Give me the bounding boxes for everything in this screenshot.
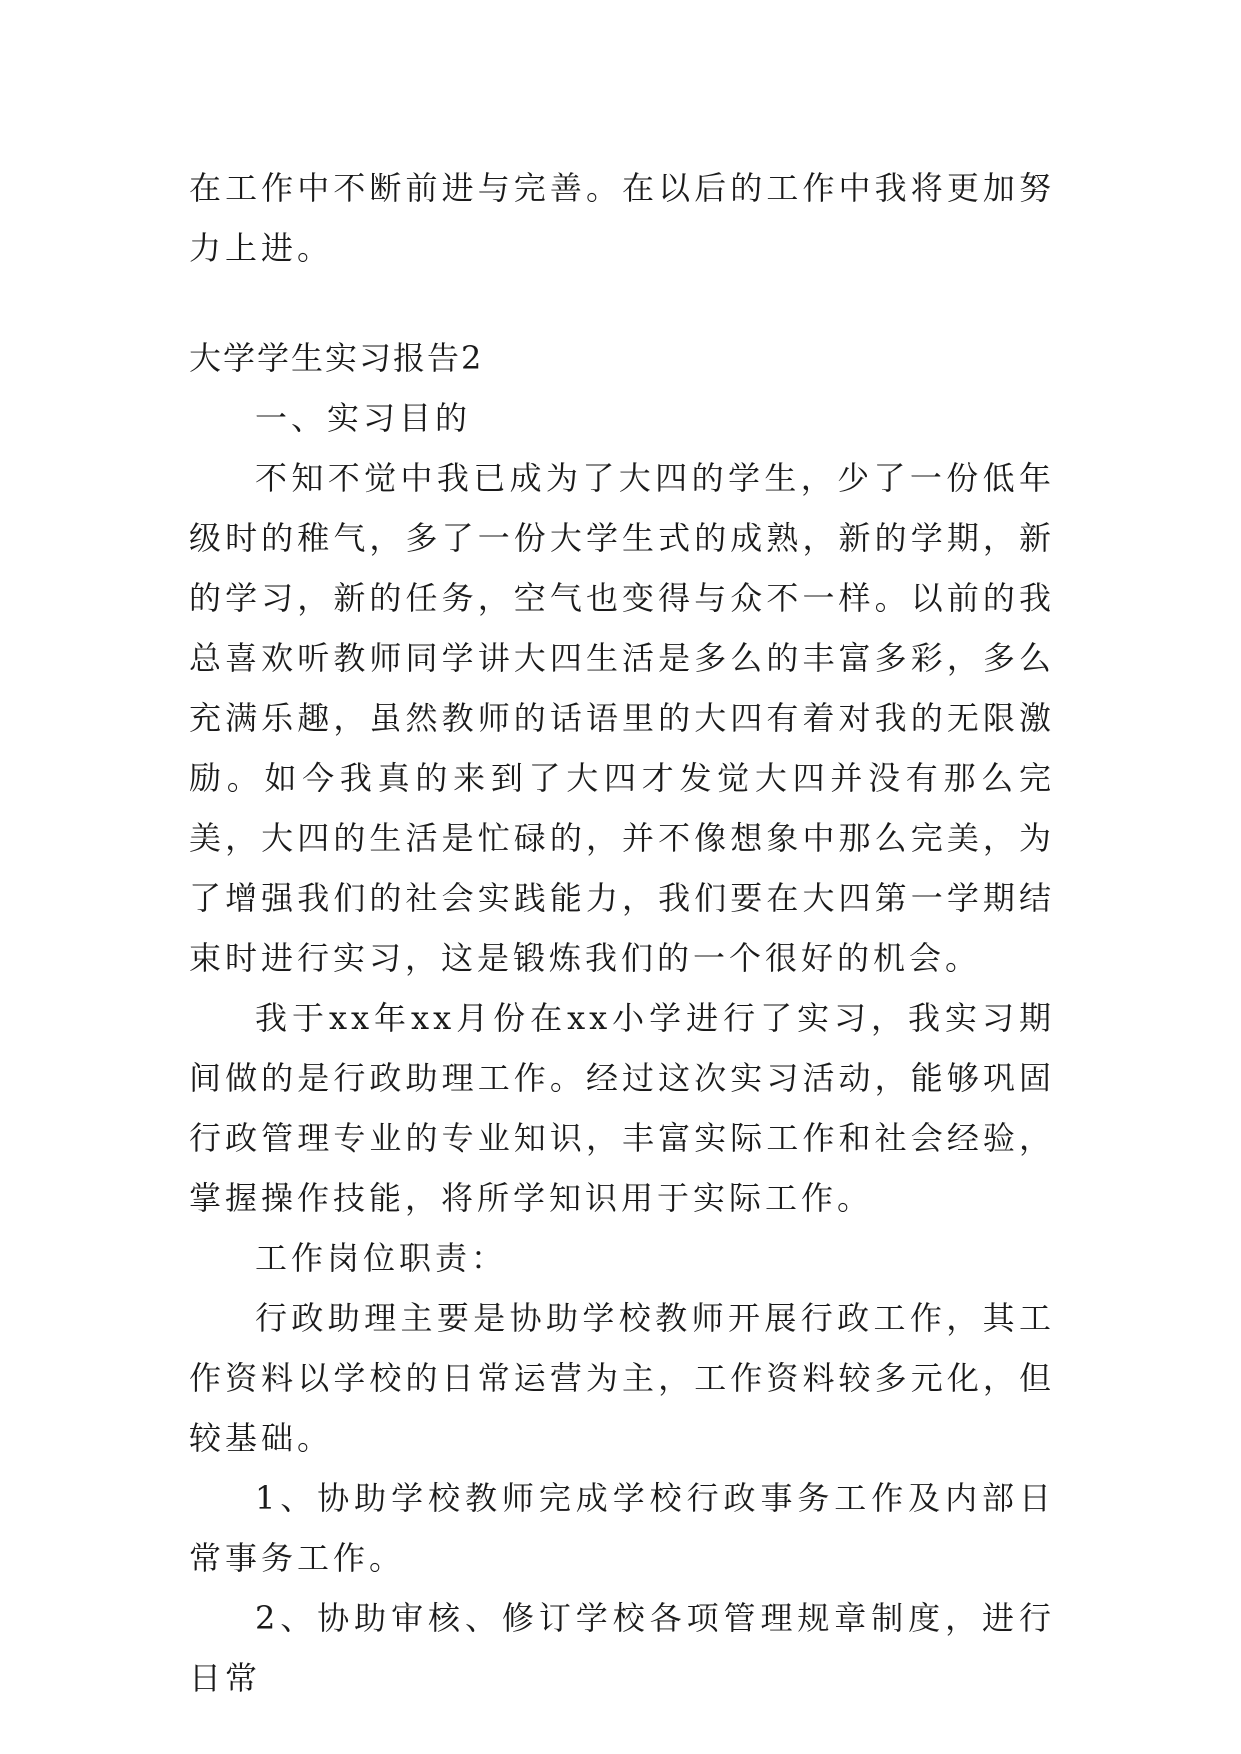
paragraph: 我于xx年xx月份在xx小学进行了实习，我实习期间做的是行政助理工作。经过这次实习活动，能够巩固行政管理专业的专业知识，丰富实际工作和社会经验，掌握操作技能，将所学知识用于实际工作。 xyxy=(189,999,1055,1217)
paragraph-continuation: 在工作中不断前进与完善。在以后的工作中我将更加努力上进。 xyxy=(189,169,1055,267)
paragraph: 不知不觉中我已成为了大四的学生，少了一份低年级时的稚气，多了一份大学生式的成熟，新的学期，新的学习，新的任务，空气也变得与众不一样。以前的我总喜欢听教师同学讲大四生活是多么的丰富多彩，多么充满乐趣，虽然教师的话语里的大四有着对我的无限激励。如今我真的来到了大四才发觉大四并没有那么完美，大四的生活是忙碌的，并不像想象中那么完美，为了增强我们的社会实践能力，我们要在大四第一学期结束时进行实习，这是锻炼我们的一个很好的机会。 xyxy=(189,459,1055,977)
paragraph: 行政助理主要是协助学校教师开展行政工作，其工作资料以学校的日常运营为主，工作资料较多元化，但较基础。 xyxy=(189,1299,1055,1457)
section-title: 大学学生实习报告2 xyxy=(189,339,484,377)
paragraph-label: 工作岗位职责： xyxy=(255,1239,508,1277)
document-body xyxy=(189,158,1055,1708)
subsection-heading: 一、实习目的 xyxy=(255,399,472,437)
list-item: 1、协助学校教师完成学校行政事务工作及内部日常事务工作。 xyxy=(189,1479,1055,1577)
list-item: 2、协助审核、修订学校各项管理规章制度，进行日常 xyxy=(189,1599,1055,1697)
